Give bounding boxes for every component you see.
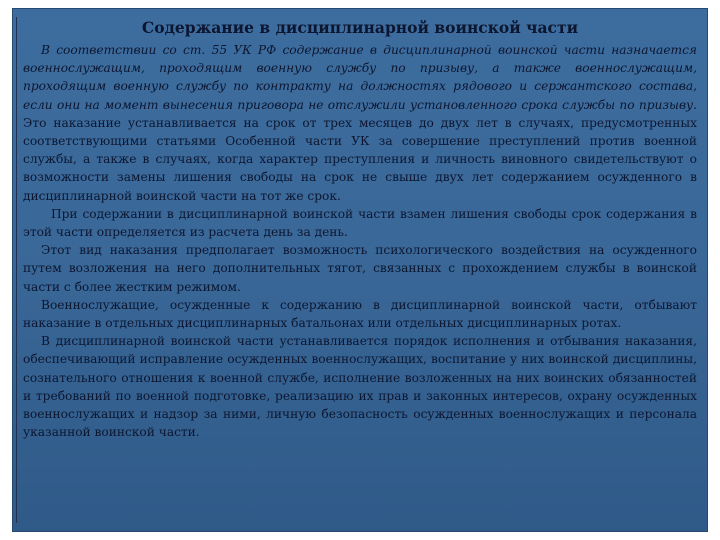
slide (12, 8, 708, 532)
paragraph-5: В дисциплинарной воинской части устанавливается порядок исполнения и отбывания наказания, обеспечивающий исправление осужденных военнослужащих, воспитание у них воинской дисциплины, сознательного отношения к военной службе, исполнение возложенных на них воинских обязанностей и требований по военной подготовке, реализацию их прав и законных интересов, охрану осужденных военнослужащих и надзор за ними, личную безопасность осужденных военнослужащих и персонала указанной воинской части. (23, 334, 697, 440)
paragraph-1 (23, 41, 697, 205)
paragraph-1-rest: Это наказание устанавливается на срок от трех месяцев до двух лет в случаях, предусмотренных соответствующими статьями Особенной части УК за совершение преступлений против военной службы, а также в случаях, когда характер преступления и личность виновного свидетельствуют о возможности замены лишения свободы на срок не свыше двух лет содержанием осужденного в дисциплинарной воинской части на тот же срок. (23, 115, 697, 203)
paragraph-4: Военнослужащие, осужденные к содержанию в дисциплинарной воинской части, отбывают наказание в отдельных дисциплинарных батальонах или отдельных дисциплинарных ротах. (23, 297, 697, 331)
paragraph-3: Этот вид наказания предполагает возможность психологического воздействия на осужденного путем возложения на него дополнительных тягот, связанных с прохождением службы в воинской части с более жестким режимом. (23, 243, 697, 294)
slide-title: Содержание в дисциплинарной воинской части (141, 18, 579, 37)
slide-left-rule (16, 17, 17, 523)
paragraph-2: При содержании в дисциплинарной воинской части взамен лишения свободы срок содержания в этой части определяется из расчета день за день. (23, 206, 697, 240)
slide-body (23, 41, 697, 441)
paragraph-1-italic: В соответствии со ст. 55 УК РФ содержание в дисциплинарной воинской части назначается военнослужащим, проходящим военную службу по призыву, а также военнослужащим, проходящим военную службу по контракту на должностях рядового и сержантского состава, если они на момент вынесения приговора не отслужили установленного срока службы по призыву. (23, 43, 697, 112)
